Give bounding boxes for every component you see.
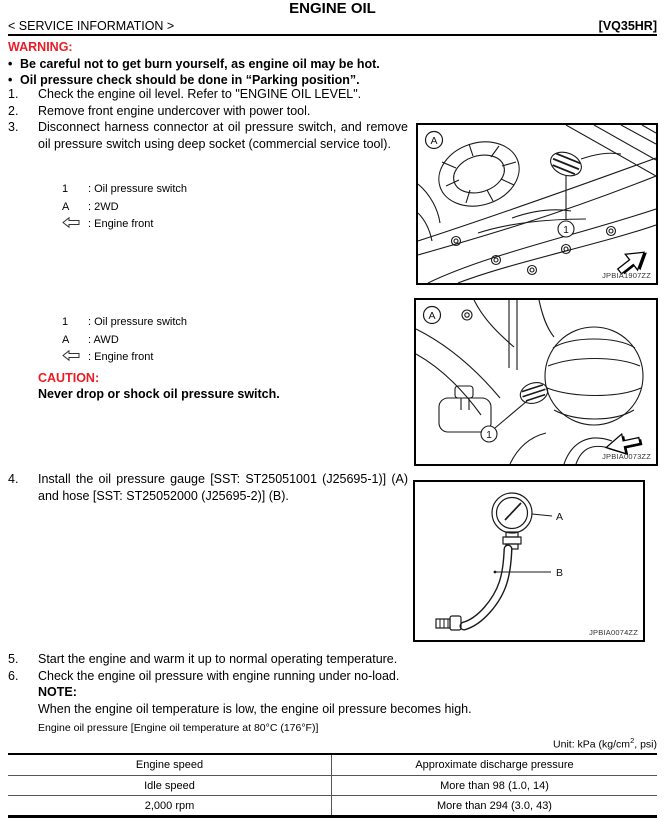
header-rule (8, 34, 657, 36)
warning-label: WARNING: (8, 40, 73, 54)
cell-discharge-pressure: More than 294 (3.0, 43) (437, 799, 552, 812)
legend-key: 1 (62, 316, 69, 328)
page-title: ENGINE OIL (289, 0, 376, 17)
step-item (8, 651, 657, 668)
step-item (8, 471, 408, 504)
warning-item-text: Oil pressure check should be done in “Parking position”. (20, 73, 360, 87)
caution-text: Never drop or shock oil pressure switch. (38, 386, 280, 401)
pressure-caption: Engine oil pressure [Engine oil temperature at 80°C (176°F)] (38, 722, 319, 734)
figure-gauge (413, 480, 645, 642)
legend-row (62, 216, 187, 234)
callout-1-badge (558, 221, 574, 237)
step-number: 4. (8, 472, 19, 486)
engine-2wd-line-art (418, 125, 656, 283)
figure-2wd (416, 123, 658, 285)
legend-row (62, 199, 187, 217)
steps-1-3 (8, 86, 408, 152)
unit-text-pre: Unit: kPa (kg/cm (553, 738, 631, 751)
page-header-row (8, 19, 657, 33)
view-label-badge (426, 132, 443, 149)
bullet-icon: • (8, 56, 13, 71)
step-text: Remove front engine undercover with power tool. (38, 103, 311, 118)
col-header-discharge-pressure: Approximate discharge pressure (332, 754, 658, 776)
svg-text:A: A (428, 310, 436, 322)
spec-table-wrap (8, 753, 657, 818)
col-header-engine-speed: Engine speed (8, 754, 332, 776)
step-text: Start the engine and warm it up to normal operating temperature. (38, 652, 398, 666)
table-row (8, 796, 657, 817)
step-number: 3. (8, 120, 19, 134)
pressure-spec-table (8, 753, 657, 818)
note-text: When the engine oil temperature is low, the engine oil pressure becomes high. (38, 701, 472, 716)
step-number: 1. (8, 87, 19, 101)
legend-row (62, 332, 187, 350)
cell-engine-speed: 2,000 rpm (8, 796, 332, 817)
warning-block (8, 39, 657, 89)
legend-value: : Engine front (88, 218, 154, 230)
svg-text:1: 1 (486, 430, 492, 441)
step-4 (8, 471, 408, 504)
legend-row (62, 181, 187, 199)
caution-block (38, 371, 408, 402)
step-item (8, 119, 408, 152)
table-header-row (8, 754, 657, 776)
section-heading: < SERVICE INFORMATION > (8, 19, 175, 33)
svg-text:1: 1 (563, 225, 569, 236)
legend-value: : Oil pressure switch (88, 316, 188, 328)
engine-front-arrow-icon (62, 350, 88, 368)
step-text: Install the oil pressure gauge [SST: ST25051001 (J25695-1)] (A) and hose [SST: ST25052000 (J25695-2)] (B). (38, 472, 408, 503)
model-code: [VQ35HR] (598, 19, 657, 33)
step-text: Check the engine oil level. Refer to "ENGINE OIL LEVEL". (38, 87, 362, 101)
cell-discharge-pressure: More than 98 (1.0, 14) (332, 776, 658, 796)
legend-value: : Oil pressure switch (88, 183, 188, 195)
figure-code: JPBIA1907ZZ (602, 271, 651, 280)
legend-2wd (62, 181, 187, 234)
bullet-icon: • (8, 73, 13, 87)
caution-label: CAUTION: (38, 371, 100, 385)
figure-code: JPBIA0073ZZ (602, 452, 651, 461)
legend-key: A (62, 200, 70, 213)
gauge-label-a: A (556, 511, 564, 523)
steps-5-6 (8, 651, 657, 717)
step-number: 2. (8, 103, 19, 118)
unit-label (553, 736, 657, 751)
unit-superscript: 2 (630, 736, 635, 745)
step-item (8, 668, 657, 685)
table-row (8, 776, 657, 796)
legend-row (62, 314, 187, 332)
note-block (38, 684, 657, 717)
engine-front-arrow-icon (62, 217, 88, 235)
step-item (8, 103, 408, 120)
step-text: Disconnect harness connector at oil pressure switch, and remove oil pressure switch using deep socket (commercial service tool). (38, 120, 408, 151)
legend-value: : Engine front (88, 351, 154, 363)
note-label: NOTE: (38, 685, 77, 699)
step-number: 6. (8, 668, 19, 683)
step-item (8, 86, 408, 103)
legend-value: : 2WD (88, 200, 119, 213)
step-number: 5. (8, 652, 19, 666)
figure-awd (414, 298, 658, 466)
unit-text-post: , psi) (634, 738, 657, 751)
warning-item-text: Be careful not to get burn yourself, as engine oil may be hot. (20, 56, 380, 71)
callout-1-badge (481, 426, 497, 442)
legend-key: 1 (62, 183, 69, 195)
cell-engine-speed: Idle speed (8, 776, 332, 796)
legend-awd (62, 314, 187, 367)
warning-item (8, 56, 657, 73)
engine-awd-line-art (416, 300, 656, 464)
svg-text:A: A (430, 135, 438, 147)
hose-label-b: B (556, 567, 564, 579)
legend-key: A (62, 333, 70, 346)
gauge-line-art (415, 482, 643, 640)
legend-row (62, 349, 187, 367)
view-label-badge (424, 307, 441, 324)
figure-code: JPBIA0074ZZ (589, 628, 638, 637)
legend-value: : AWD (88, 333, 119, 346)
step-text: Check the engine oil pressure with engine running under no-load. (38, 668, 400, 683)
